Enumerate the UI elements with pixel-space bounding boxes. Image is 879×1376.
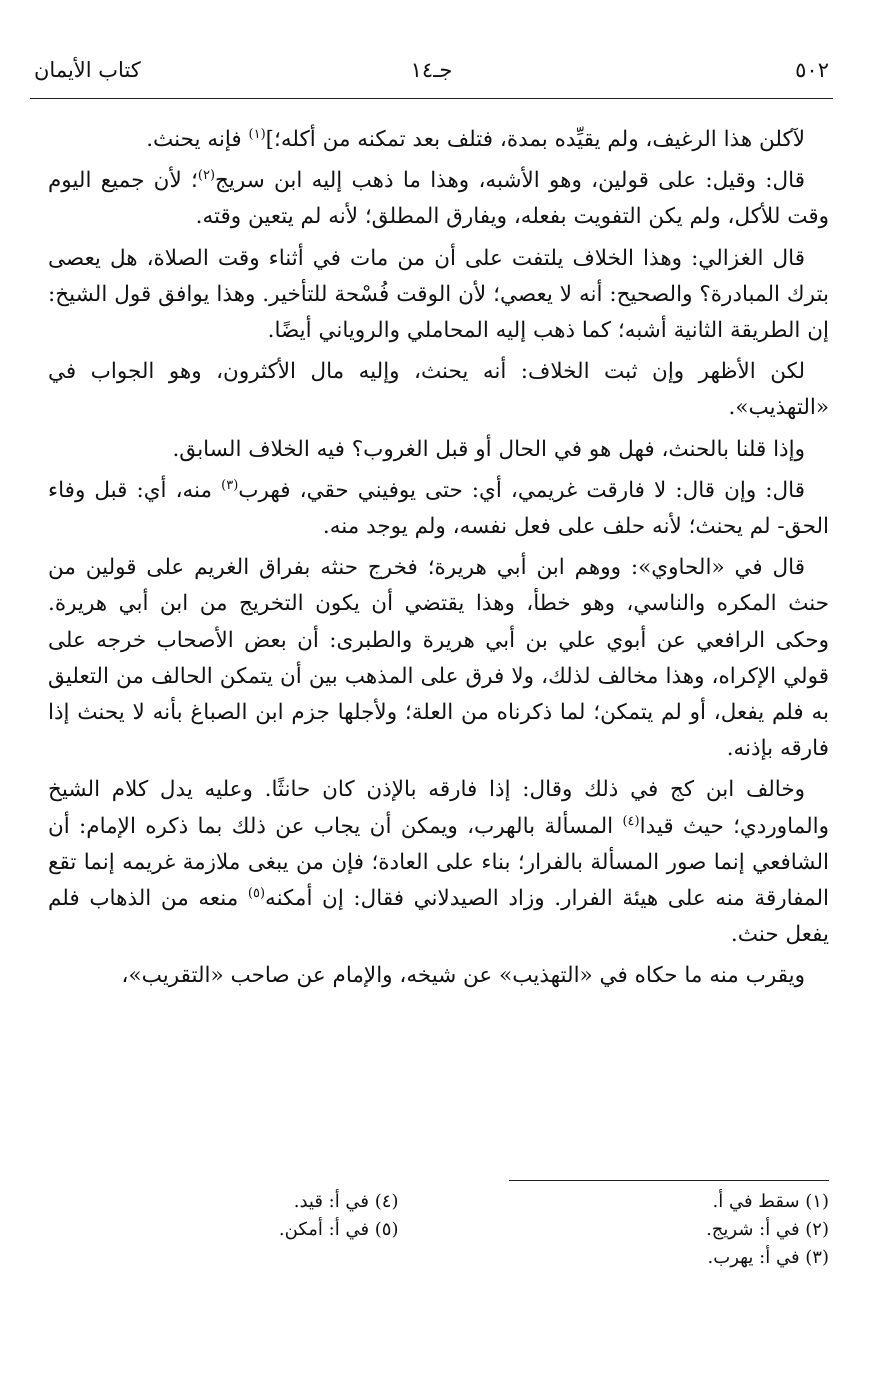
- footnote: (٢) في أ: شريج.: [706, 1219, 829, 1240]
- paragraph-text: قال في «الحاوي»: ووهم ابن أبي هريرة؛ فخرج حنثه بفراق الغريم على قولين من حنث المكره والناسي، وهو خطأ، وهذا يقتضي أن يكون التخريج من ابن أبي هريرة. وحكى الرافعي عن أبوي علي بن أبي هريرة والطبرى: أن بعض الأصحاب خرجه على قولي الإكراه، وهذا مخالف لذلك، ولا فرق على المذهب بين أن يتمكن الحالف من التعليق به فلم يفعل، أو لم يتمكن؛ لما ذكرناه من العلة؛ ولأجلها جزم ابن الصباغ بأنه لا يحنث إذا فارقه بإذنه.: [48, 555, 829, 762]
- paragraph-text: منعه من الذهاب فلم يفعل حنث.: [48, 886, 829, 948]
- footnote: (١) سقط في أ.: [712, 1191, 829, 1212]
- paragraph-text: منه، أي: قبل وفاء الحق- لم يحنث؛ لأنه حلف على فعل نفسه، ولم يوجد منه.: [48, 477, 829, 540]
- footnote-ref: (٥): [247, 885, 266, 901]
- footnote-column: [48, 1188, 439, 1244]
- footnote-ref: (٣): [221, 477, 239, 493]
- paragraph: [48, 122, 829, 158]
- paragraph: [48, 354, 829, 426]
- footnote-rule: [509, 1180, 829, 1181]
- book-title: كتاب الأيمان: [34, 58, 141, 82]
- paragraph-text: قال الغزالي: وهذا الخلاف يلتفت على أن من مات في أثناء وقت الصلاة، هل يعصى بترك المبادرة؟ والصحيح: أنه لا يعصي؛ لأن الوقت فُسْحة للتأخير. وهذا يوافق قول الشيخ: إن الطريقة الثانية أشبه؛ كما ذهب إليه المحاملي والروياني أيضًا.: [48, 245, 829, 344]
- paragraph: [48, 772, 829, 953]
- paragraph-text: ؛ لأن جميع اليوم وقت للأكل، ولم يكن التفويت بفعله، ويفارق المطلق؛ لأنه لم يتعين وقته.: [48, 168, 829, 230]
- footnote-ref: (٤): [622, 813, 640, 829]
- paragraph-text: لكن الأظهر وإن ثبت الخلاف: أنه يحنث، وإليه مال الأكثرون، وهو الجواب في «التهذيب».: [48, 359, 829, 421]
- main-text: [48, 122, 829, 1000]
- paragraph-text: قال: وإن قال: لا فارقت غريمي، أي: حتى يوفيني حقي، فهرب: [238, 477, 805, 503]
- paragraph-text: فإنه يحنث.: [146, 127, 249, 152]
- footnote: (٥) في أ: أمكن.: [278, 1219, 399, 1240]
- paragraph: [48, 163, 829, 235]
- volume-label: جـ١٤: [410, 58, 453, 82]
- paragraph-text: ويقرب منه ما حكاه في «التهذيب» عن شيخه، والإمام عن صاحب «التقريب»،: [121, 963, 805, 989]
- footnote-column: [439, 1188, 830, 1272]
- footnote-ref: (٢): [197, 168, 216, 184]
- footnote: (٣) في أ: يهرب.: [707, 1247, 829, 1268]
- paragraph: [48, 473, 829, 545]
- paragraph: [48, 432, 829, 468]
- header-rule: [30, 98, 833, 99]
- paragraph-text: وإذا قلنا بالحنث، فهل هو في الحال أو قبل الغروب؟ فيه الخلاف السابق.: [172, 436, 805, 462]
- paragraph-text: وخالف ابن كج في ذلك وقال: إذا فارقه بالإذن كان حانثًا. وعليه يدل كلام الشيخ والماوردي؛ حيث قيدا: [48, 777, 829, 839]
- footnote-ref: (١): [248, 126, 266, 142]
- paragraph-text: قال: وقيل: على قولين، وهو الأشبه، وهذا ما ذهب إليه ابن سريج: [215, 168, 805, 194]
- running-header: [34, 54, 829, 98]
- paragraph: [48, 550, 829, 767]
- paragraph: [48, 241, 829, 350]
- page-number: ٥٠٢: [795, 58, 829, 82]
- footnote: (٤) في أ: قيد.: [293, 1191, 399, 1212]
- paragraph-text: لآكلن هذا الرغيف، ولم يقيِّده بمدة، فتلف بعد تمكنه من أكله؛]: [265, 127, 805, 152]
- paragraph-text: المسألة بالهرب، ويمكن أن يجاب عن ذلك بما ذكره الإمام: أن الشافعي إنما صور المسألة بالفرار؛ بناء على العادة؛ فإن من يبغى ملازمة غريمه إنما تقع المفارقة منه على هيئة الفرار. وزاد الصيدلاني فقال: إن أمكنه: [48, 813, 829, 912]
- paragraph: [48, 958, 829, 994]
